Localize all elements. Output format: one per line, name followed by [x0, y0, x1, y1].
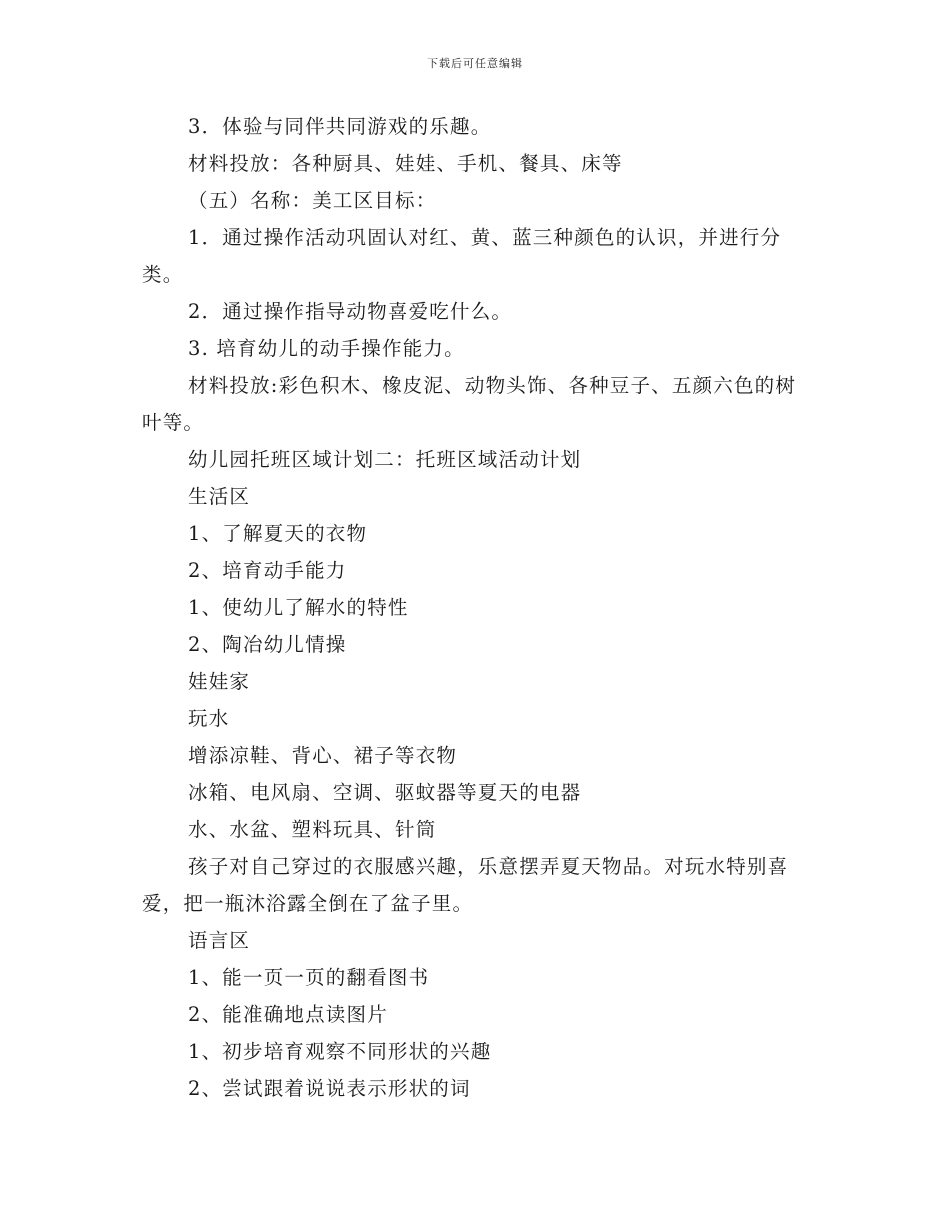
paragraph: 1、使幼儿了解水的特性	[188, 596, 409, 619]
paragraph: 1、初步培育观察不同形状的兴趣	[188, 1040, 492, 1063]
paragraph: 孩子对自己穿过的衣服感兴趣，乐意摆弄夏天物品。对玩水特别喜爱，把一瓶沐浴露全倒在了盆子里。	[142, 855, 789, 915]
paragraph: 3. 培育幼儿的动手操作能力。	[188, 337, 465, 360]
section-heading: （五）名称：美工区目标：	[188, 189, 437, 212]
section-heading: 幼儿园托班区域计划二：托班区域活动计划	[188, 448, 582, 471]
paragraph: 材料投放:彩色积木、橡皮泥、动物头饰、各种豆子、五颜六色的树叶等。	[142, 374, 797, 434]
paragraph: 语言区	[188, 929, 251, 952]
paragraph: 生活区	[188, 485, 251, 508]
paragraph: 水、水盆、塑料玩具、针筒	[188, 818, 437, 841]
paragraph: 2、培育动手能力	[188, 559, 347, 582]
paragraph: 1．通过操作活动巩固认对红、黄、蓝三种颜色的认识，并进行分类。	[142, 226, 782, 286]
paragraph: 1、了解夏天的衣物	[188, 522, 368, 545]
document-body	[142, 108, 810, 1107]
paragraph: 材料投放：各种厨具、娃娃、手机、餐具、床等	[188, 152, 623, 175]
page-header: 下载后可任意编辑	[427, 57, 523, 70]
paragraph: 2、陶冶幼儿情操	[188, 633, 347, 656]
paragraph: 2．通过操作指导动物喜爱吃什么。	[188, 300, 513, 323]
paragraph: 娃娃家	[188, 670, 251, 693]
paragraph: 2、能准确地点读图片	[188, 1003, 388, 1026]
paragraph: 1、能一页一页的翻看图书	[188, 966, 430, 989]
paragraph: 冰箱、电风扇、空调、驱蚊器等夏天的电器	[188, 781, 582, 804]
paragraph: 增添凉鞋、背心、裙子等衣物	[188, 744, 458, 767]
paragraph: 玩水	[188, 707, 230, 730]
paragraph: 3．体验与同伴共同游戏的乐趣。	[188, 115, 492, 138]
paragraph: 2、尝试跟着说说表示形状的词	[188, 1077, 471, 1100]
